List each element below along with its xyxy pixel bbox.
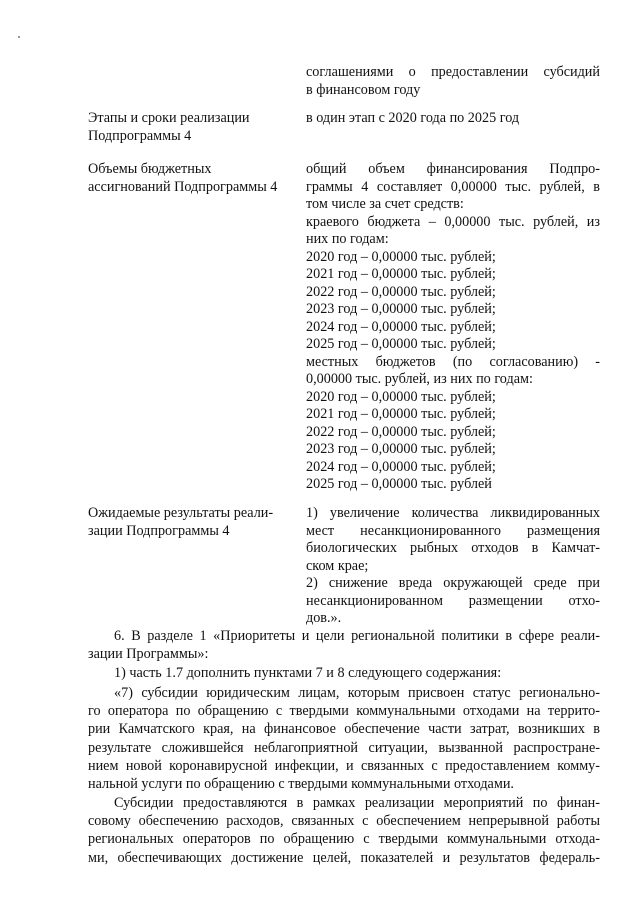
row-value xyxy=(306,505,600,628)
paragraph-subsidy-7 xyxy=(88,684,600,793)
text-line: соглашениями о предоставлении субсидий xyxy=(306,64,600,80)
text-line: 2020 год – 0,00000 тыс. рублей; xyxy=(306,388,496,405)
text-line: 6. В разделе 1 «Приоритеты и цели региональной политики в сфере реали- xyxy=(114,628,600,644)
text-line: них по годам: xyxy=(306,231,389,247)
text-line: «7) субсидии юридическим лицам, которым присвоен статус регионально- xyxy=(114,685,600,701)
text-line: том числе за счет средств: xyxy=(306,196,464,212)
row-value xyxy=(306,64,600,99)
label-line: Подпрограммы 4 xyxy=(88,127,192,144)
row-label xyxy=(88,505,293,540)
label-line: Объемы бюджетных xyxy=(88,161,212,177)
text-line: 2024 год – 0,00000 тыс. рублей; xyxy=(306,318,496,335)
text-line: мест несанкционированного размещения xyxy=(306,522,600,539)
row-value xyxy=(306,110,600,128)
text-line: ском крае; xyxy=(306,557,369,574)
row-label xyxy=(88,161,293,196)
text-line: граммы 4 составляет 0,00000 тыс. рублей, в xyxy=(306,178,600,195)
text-line: 2023 год – 0,00000 тыс. рублей; xyxy=(306,441,496,457)
row-value xyxy=(306,161,600,494)
scan-speck xyxy=(18,36,20,38)
text-line: Субсидии предоставляются в рамках реализации мероприятий по финан- xyxy=(114,795,600,811)
text-line: 2021 год – 0,00000 тыс. рублей; xyxy=(306,406,496,422)
label-line: Ожидаемые результаты реали- xyxy=(88,505,274,521)
text-line: краевого бюджета – 0,00000 тыс. рублей, из xyxy=(306,213,600,230)
label-line: Этапы и сроки реализации xyxy=(88,110,250,126)
text-line: 2022 год – 0,00000 тыс. рублей; xyxy=(306,423,496,440)
text-line: 2021 год – 0,00000 тыс. рублей; xyxy=(306,266,496,282)
text-line: 2025 год – 0,00000 тыс. рублей xyxy=(306,476,492,492)
text-line: дов.». xyxy=(306,610,342,626)
paragraph-section-6 xyxy=(88,627,600,663)
paragraph-subsidy-purpose xyxy=(88,794,600,867)
text-line: нием новой коронавирусной инфекции, и связанных с предоставлением комму- xyxy=(88,757,600,774)
text-line: в один этап с 2020 года по 2025 год xyxy=(306,110,520,126)
text-line: общий объем финансирования Подпро- xyxy=(306,161,600,177)
text-line: местных бюджетов (по согласованию) - xyxy=(306,353,600,370)
text-line: 2022 год – 0,00000 тыс. рублей; xyxy=(306,283,496,300)
text-line: результате сложившейся неблагоприятной ситуации, вызванной распростране- xyxy=(88,739,600,756)
text-line: 2025 год – 0,00000 тыс. рублей; xyxy=(306,336,496,352)
paragraph-item-1 xyxy=(88,664,600,682)
text-line: го оператора по обращению с твердыми коммунальными отходами на террито- xyxy=(88,703,600,720)
text-line: в финансовом году xyxy=(306,81,421,98)
text-line: региональных операторов по обращению с твердыми коммунальными отхода- xyxy=(88,831,600,848)
text-line: 1) увеличение количества ликвидированных xyxy=(306,505,600,521)
label-line: ассигнований Подпрограммы 4 xyxy=(88,178,278,195)
text-line: рии Камчатского края, на финансовое обеспечение части затрат, возникших в xyxy=(88,721,600,738)
text-line: 2024 год – 0,00000 тыс. рублей; xyxy=(306,458,496,475)
text-line: 2023 год – 0,00000 тыс. рублей; xyxy=(306,301,496,317)
text-line: 1) часть 1.7 дополнить пунктами 7 и 8 следующего содержания: xyxy=(114,665,502,681)
text-line: нальной услуги по обращению с твердыми коммунальными отходами. xyxy=(88,776,514,793)
text-line: зации Программы»: xyxy=(88,646,209,663)
text-line: совому обеспечению расходов, связанных с обеспечением непрерывной работы xyxy=(88,813,600,830)
text-line: 2) снижение вреда окружающей среде при xyxy=(306,575,600,591)
text-line: несанкционированном размещении отхо- xyxy=(306,592,600,609)
text-line: 0,00000 тыс. рублей, из них по годам: xyxy=(306,371,533,387)
row-label xyxy=(88,110,293,145)
label-line: зации Подпрограммы 4 xyxy=(88,522,230,539)
text-line: ми, обеспечивающих достижение целей, показателей и результатов федераль- xyxy=(88,849,600,866)
text-line: биологических рыбных отходов в Камчат- xyxy=(306,540,600,556)
text-line: 2020 год – 0,00000 тыс. рублей; xyxy=(306,248,496,265)
